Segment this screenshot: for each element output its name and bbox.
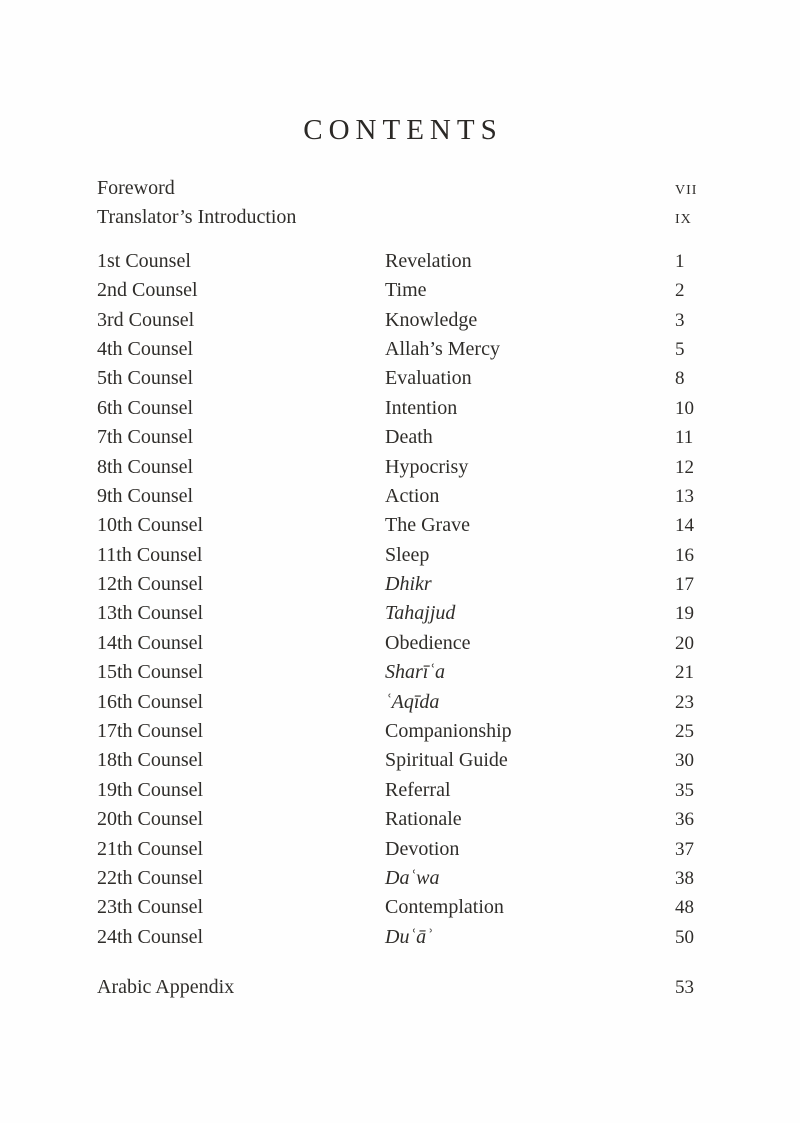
toc-entry-page-number: 30 <box>675 750 694 772</box>
toc-row <box>97 746 700 775</box>
toc-entry-topic: Dhikr <box>385 573 432 596</box>
toc-entry-page-number: 48 <box>675 897 694 919</box>
toc-row <box>97 923 700 952</box>
toc-entry-topic: Duʿāʾ <box>385 925 433 948</box>
toc-row <box>97 805 700 834</box>
toc-entry-topic: Evaluation <box>385 367 472 390</box>
toc-entry-page-number: 8 <box>675 368 685 390</box>
toc-entry-label: 14th Counsel <box>97 631 204 654</box>
toc-row <box>97 482 700 511</box>
toc-entry-label: 22th Counsel <box>97 866 204 889</box>
table-of-contents <box>0 174 800 1003</box>
toc-row <box>97 306 700 335</box>
toc-row <box>97 335 700 364</box>
toc-entry-label: 1st Counsel <box>97 249 191 272</box>
toc-row <box>97 776 700 805</box>
toc-entry-topic: Rationale <box>385 808 462 831</box>
toc-row <box>97 688 700 717</box>
toc-entry-topic: Hypocrisy <box>385 455 469 478</box>
toc-entry-topic: Knowledge <box>385 308 478 331</box>
toc-entry-label: Foreword <box>97 177 175 199</box>
toc-entry-topic: Companionship <box>385 720 512 743</box>
toc-entry-topic: Revelation <box>385 249 472 272</box>
toc-entry-topic: Referral <box>385 778 451 801</box>
toc-entry-page-number: 36 <box>675 809 694 831</box>
toc-entry-topic: Contemplation <box>385 896 504 919</box>
toc-entry-topic: Death <box>385 426 433 449</box>
toc-entry-page-number: 50 <box>675 926 694 948</box>
toc-entry-page-number: 53 <box>675 977 694 999</box>
toc-entry-topic: Devotion <box>385 837 460 860</box>
back-matter-section <box>97 973 700 1002</box>
toc-entry-page-number: 37 <box>675 838 694 860</box>
toc-entry-page-number: 2 <box>675 280 685 302</box>
toc-entry-page-number: 1 <box>675 250 685 272</box>
toc-entry-page-number: vii <box>675 177 698 199</box>
toc-row <box>97 541 700 570</box>
toc-entry-label: 23th Counsel <box>97 896 204 919</box>
toc-row <box>97 203 700 232</box>
toc-entry-topic: Spiritual Guide <box>385 749 508 772</box>
toc-entry-page-number: 12 <box>675 456 694 478</box>
toc-row <box>97 717 700 746</box>
toc-entry-topic: Allah’s Mercy <box>385 337 500 360</box>
toc-row <box>97 247 700 276</box>
toc-entry-topic: Time <box>385 279 427 302</box>
toc-entry-page-number: 25 <box>675 721 694 743</box>
toc-entry-page-number: 11 <box>675 427 694 449</box>
toc-entry-label: 3rd Counsel <box>97 308 195 331</box>
toc-entry-label: 6th Counsel <box>97 396 194 419</box>
toc-entry-page-number: 14 <box>675 515 694 537</box>
toc-entry-label: 18th Counsel <box>97 749 204 772</box>
toc-entry-label: 9th Counsel <box>97 484 194 507</box>
toc-entry-label: 19th Counsel <box>97 778 204 801</box>
toc-entry-label: Arabic Appendix <box>97 976 235 999</box>
toc-row <box>97 599 700 628</box>
toc-entry-topic: ʿAqīda <box>385 690 440 713</box>
toc-row <box>97 973 700 1002</box>
toc-entry-page-number: 38 <box>675 867 694 889</box>
toc-entry-topic: Action <box>385 484 440 507</box>
toc-entry-topic: The Grave <box>385 514 470 537</box>
toc-row <box>97 658 700 687</box>
toc-entry-page-number: 16 <box>675 544 694 566</box>
toc-entry-label: 10th Counsel <box>97 514 204 537</box>
toc-entry-topic: Daʿwa <box>385 866 440 889</box>
toc-entry-page-number: ix <box>675 206 692 229</box>
toc-entry-label: 11th Counsel <box>97 543 203 566</box>
toc-row <box>97 276 700 305</box>
toc-entry-label: 12th Counsel <box>97 573 204 596</box>
toc-row <box>97 570 700 599</box>
toc-row <box>97 629 700 658</box>
toc-entry-page-number: 23 <box>675 691 694 713</box>
toc-entry-label: 20th Counsel <box>97 808 204 831</box>
toc-entry-topic: Obedience <box>385 631 471 654</box>
toc-entry-label: 5th Counsel <box>97 367 194 390</box>
toc-row <box>97 835 700 864</box>
toc-entry-label: 7th Counsel <box>97 426 194 449</box>
toc-entry-label: 13th Counsel <box>97 602 204 625</box>
toc-row <box>97 511 700 540</box>
toc-row <box>97 864 700 893</box>
toc-entry-page-number: 17 <box>675 574 694 596</box>
toc-entry-topic: Tahajjud <box>385 602 456 625</box>
toc-entry-topic: Intention <box>385 396 458 419</box>
toc-entry-page-number: 21 <box>675 662 694 684</box>
toc-row <box>97 893 700 922</box>
toc-row <box>97 364 700 393</box>
toc-row <box>97 394 700 423</box>
toc-entry-page-number: 10 <box>675 397 694 419</box>
toc-entry-label: 17th Counsel <box>97 720 204 743</box>
toc-row <box>97 174 700 203</box>
toc-entry-topic: Sharīʿa <box>385 661 445 684</box>
toc-entry-page-number: 13 <box>675 485 694 507</box>
page-title: CONTENTS <box>303 114 503 146</box>
toc-entry-label: 4th Counsel <box>97 337 194 360</box>
toc-row <box>97 423 700 452</box>
toc-entry-label: 2nd Counsel <box>97 279 198 302</box>
toc-entry-label: 21th Counsel <box>97 837 204 860</box>
toc-entry-label: 15th Counsel <box>97 661 204 684</box>
toc-entry-page-number: 3 <box>675 309 685 331</box>
toc-entry-page-number: 35 <box>675 779 694 801</box>
toc-entry-label: 16th Counsel <box>97 690 204 713</box>
toc-entry-page-number: 19 <box>675 603 694 625</box>
toc-entry-label: 24th Counsel <box>97 925 204 948</box>
toc-entry-topic: Sleep <box>385 543 430 566</box>
counsels-section <box>97 247 700 952</box>
toc-row <box>97 453 700 482</box>
toc-entry-label: Translator’s Introduction <box>97 206 297 229</box>
toc-entry-page-number: 5 <box>675 338 685 360</box>
toc-entry-label: 8th Counsel <box>97 455 194 478</box>
front-matter-section <box>97 174 700 233</box>
toc-entry-page-number: 20 <box>675 632 694 654</box>
